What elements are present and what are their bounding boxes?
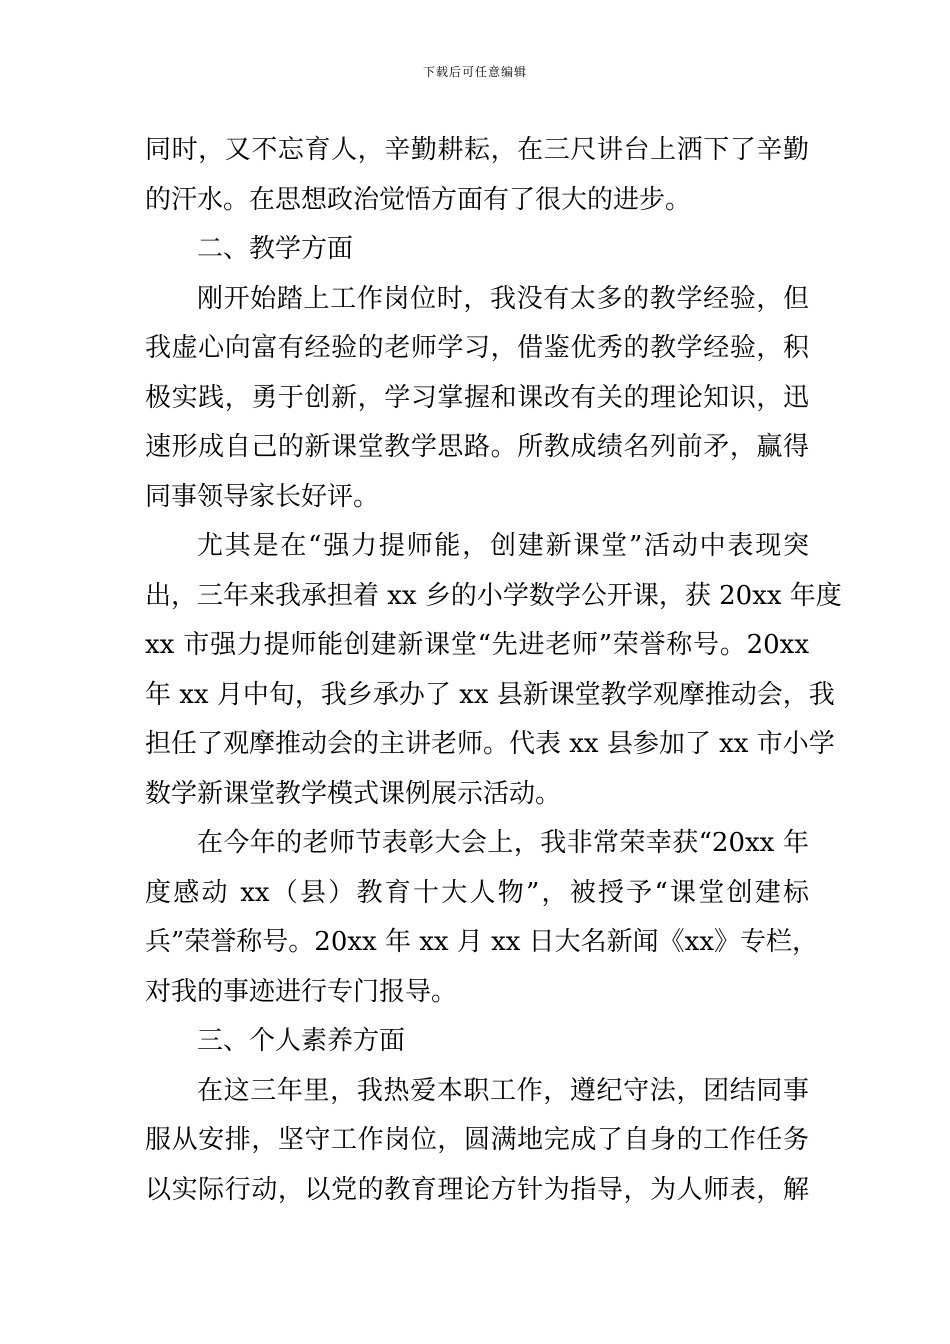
text-line: 数学新课堂教学模式课例展示活动。 — [145, 778, 562, 809]
text-line: 尤其是在“强力提师能，创建新课堂”活动中表现突 — [197, 531, 809, 561]
page-header: 下载后可任意编辑 — [422, 65, 527, 79]
text-line: 同时，又不忘育人，辛勤耕耘，在三尺讲台上洒下了辛勤 — [145, 135, 809, 165]
text-line: 刚开始踏上工作岗位时，我没有太多的教学经验，但 — [197, 283, 809, 314]
text-line: 二、教学方面 — [197, 234, 354, 264]
text-line: 三、个人素养方面 — [197, 1026, 406, 1056]
text-line: 在今年的老师节表彰大会上，我非常荣幸获“20xx 年 — [197, 828, 809, 858]
text-line: 以实际行动，以党的教育理论方针为指导，为人师表，解 — [145, 1174, 809, 1205]
text-line: 度感动 xx（县）教育十大人物”，被授予“课堂创建标 — [145, 877, 809, 908]
text-line: 出，三年来我承担着 xx 乡的小学数学公开课，获 20xx 年度 — [145, 580, 842, 611]
text-line: 速形成自己的新课堂教学思路。所教成绩名列前矛，赢得 — [145, 432, 809, 462]
text-line: 服从安排，坚守工作岗位，圆满地完成了自身的工作任务 — [145, 1125, 809, 1155]
text-line: 极实践，勇于创新，学习掌握和课改有关的理论知识，迅 — [145, 382, 809, 413]
text-line: 的汗水。在思想政治觉悟方面有了很大的进步。 — [145, 184, 692, 215]
text-line: xx 市强力提师能创建新课堂“先进老师”荣誉称号。20xx — [145, 630, 809, 660]
text-line: 我虚心向富有经验的老师学习，借鉴优秀的教学经验，积 — [145, 333, 809, 363]
text-line: 年 xx 月中旬，我乡承办了 xx 县新课堂教学观摩推动会，我 — [145, 679, 835, 710]
text-line: 兵”荣誉称号。20xx 年 xx 月 xx 日大名新闻《xx》专栏， — [145, 927, 819, 957]
text-line: 对我的事迹进行专门报导。 — [145, 976, 458, 1007]
text-line: 在这三年里，我热爱本职工作，遵纪守法，团结同事 — [197, 1075, 809, 1106]
text-line: 同事领导家长好评。 — [145, 481, 380, 512]
text-line: 担任了观摩推动会的主讲老师。代表 xx 县参加了 xx 市小学 — [145, 729, 835, 759]
document-body — [145, 126, 842, 1215]
